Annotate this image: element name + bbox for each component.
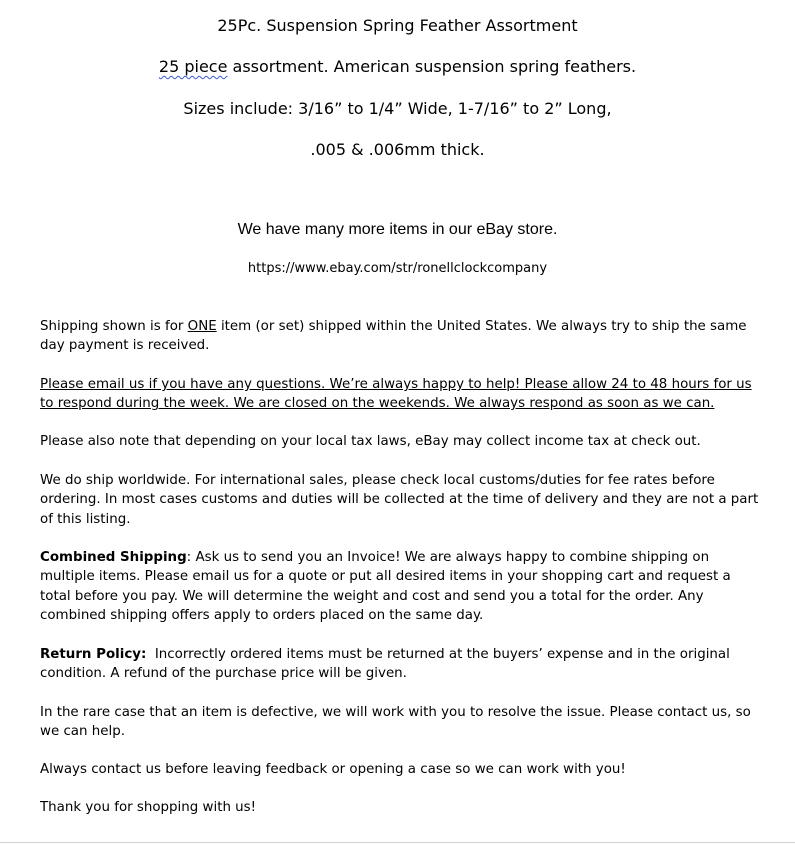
feedback-paragraph: Always contact us before leaving feedback or opening a case so we can work with you! <box>40 762 626 777</box>
worldwide-paragraph: We do ship worldwide. For international sales, please check local customs/duties for fee rates before ordering. In most cases customs and duties will be collected at the time of delivery and they are not a part of this listing. <box>40 473 759 527</box>
return-policy-paragraph <box>40 645 762 684</box>
combined-shipping-label: Combined Shipping <box>40 550 187 565</box>
return-policy-label: Return Policy: <box>40 647 147 662</box>
listing-title: 25Pc. Suspension Spring Feather Assortment <box>217 16 578 35</box>
sizes-line: Sizes include: 3/16” to 1/4” Wide, 1-7/16” to 2” Long, <box>183 99 612 118</box>
assortment-line <box>0 57 795 76</box>
shipping-text-end: item (or set) shipped within the United States. We always try to ship the same day payment is received. <box>40 319 747 354</box>
store-promo: We have many more items in our eBay store. <box>237 221 558 238</box>
thanks-paragraph: Thank you for shopping with us! <box>40 800 257 815</box>
assortment-text: assortment. American suspension spring feathers. <box>227 57 637 76</box>
return-policy-text: Incorrectly ordered items must be returned at the buyers’ expense and in the original condition. A refund of the purchase price will be given. <box>40 647 735 682</box>
spellcheck-underlined-text: 25 piece <box>158 57 228 76</box>
defective-paragraph: In the rare case that an item is defective, we will work with you to resolve the issue. Please contact us, so we can help. <box>40 705 751 740</box>
thickness-line: .005 & .006mm thick. <box>310 140 485 159</box>
shipping-text-start: Shipping shown is for <box>40 319 188 334</box>
combined-shipping-paragraph <box>40 548 762 626</box>
shipping-one-emphasis: ONE <box>187 319 217 334</box>
store-url[interactable]: https://www.ebay.com/str/ronellclockcompany <box>247 261 548 276</box>
contact-paragraph: Please email us if you have any questions. We’re always happy to help! Please allow 24 to 48 hours for us to respond during the week. We are closed on the weekends. We always respond as soon as we can. <box>40 377 752 412</box>
tax-paragraph: Please also note that depending on your local tax laws, eBay may collect income tax at check out. <box>40 434 701 449</box>
page-bottom-divider <box>0 842 795 843</box>
combined-shipping-text: : Ask us to send you an Invoice! We are always happy to combine shipping on multiple items. Please email us for a quote or put all desired items in your shopping cart and request a total before you pay. We will determine the weight and cost and send you a total for the order. Any combined shipping offers apply to orders placed on the same day. <box>40 550 731 624</box>
shipping-paragraph <box>40 317 762 356</box>
